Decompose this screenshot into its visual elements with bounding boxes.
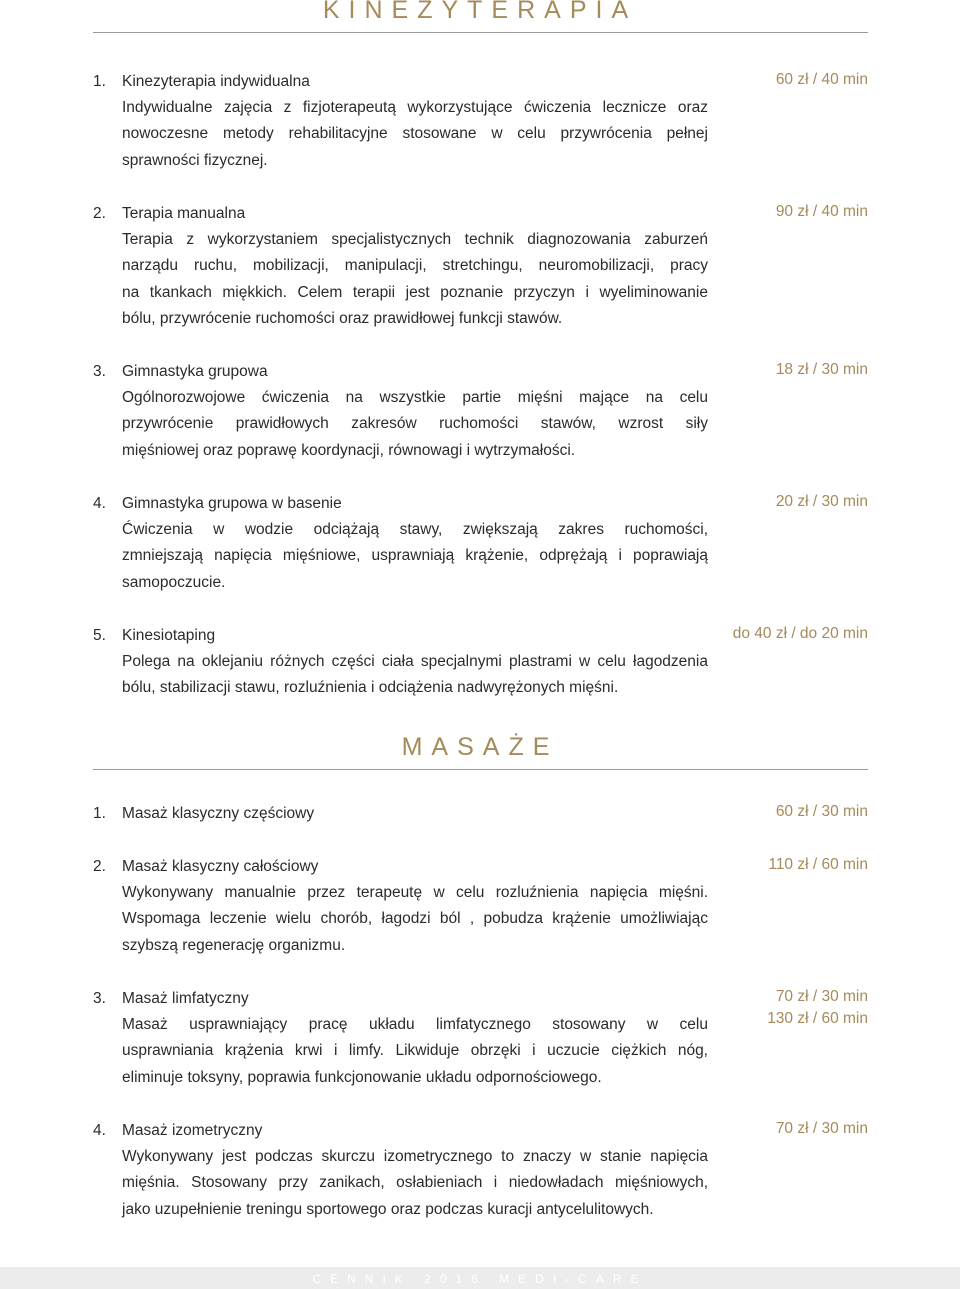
price-line: 90 zł / 40 min xyxy=(775,203,868,220)
description-line: szybszą regenerację organizmu. xyxy=(122,936,346,954)
section-title-masaze: MASAŻE xyxy=(401,733,559,761)
price-line: 70 zł / 30 min xyxy=(775,988,868,1005)
description-line: Wykonywany jest podczas skurczu izometrycznego to znaczy w stanie napięcia xyxy=(122,1148,708,1166)
description-line: zmniejszają napięcia mięśniowe, usprawniają krążenie, odprężają i poprawiają xyxy=(122,547,708,565)
description-line: Ogólnorozwojowe ćwiczenia na wszystkie partie mięśni mające na celu xyxy=(122,389,708,407)
item-title: Masaż izometryczny xyxy=(122,1122,263,1139)
description-line: Terapia z wykorzystaniem specjalistycznych technik diagnozowania zaburzeń xyxy=(122,231,708,249)
item-number: 3. xyxy=(93,990,106,1007)
description-line: Ćwiczenia w wodzie odciążają stawy, zwiększają zakres ruchomości, xyxy=(122,521,708,539)
item-body xyxy=(122,491,708,596)
description-line: Masaż usprawniający pracę układu limfatycznego stosowany w celu xyxy=(122,1016,708,1034)
item-price xyxy=(776,359,868,381)
item-description xyxy=(122,649,708,701)
description-line: Polega na oklejaniu różnych części ciała specjalnymi plastrami w celu łagodzenia xyxy=(122,653,708,671)
item-description xyxy=(122,227,708,332)
price-line: 20 zł / 30 min xyxy=(775,493,868,510)
price-line: 130 zł / 60 min xyxy=(767,1010,868,1027)
description-line: sprawności fizycznej. xyxy=(122,151,268,169)
item-number: 1. xyxy=(93,73,106,90)
description-line: przywrócenie prawidłowych zakresów ruchomości stawów, wzrost siły xyxy=(122,415,708,433)
item-description xyxy=(122,1012,708,1091)
item-price xyxy=(767,986,868,1030)
price-line: 70 zł / 30 min xyxy=(775,1120,868,1137)
item-price xyxy=(776,69,868,91)
item-number: 1. xyxy=(93,805,106,822)
item-body xyxy=(122,1118,708,1223)
description-line: Indywidualne zajęcia z fizjoterapeutą wykorzystujące ćwiczenia lecznicze oraz xyxy=(122,99,708,117)
description-line: bólu, przywrócenie ruchomości oraz prawidłowej funkcji stawów. xyxy=(122,309,563,327)
item-body xyxy=(122,623,708,702)
section-title-kinezyterapia: KINEZYTERAPIA xyxy=(322,0,638,24)
section-divider xyxy=(93,32,868,33)
description-line: mięśniowej oraz poprawę koordynacji, równowagi i wytrzymałości. xyxy=(122,441,576,459)
item-description xyxy=(122,1144,708,1223)
item-price xyxy=(776,201,868,223)
description-line: bólu, stabilizacji stawu, rozluźnienia i odciążenia nadwyrężonych mięśni. xyxy=(122,679,619,697)
price-line: 60 zł / 40 min xyxy=(775,71,868,88)
item-price xyxy=(776,1118,868,1140)
item-body xyxy=(122,986,708,1091)
description-line: Wspomaga leczenie wielu chorób, łagodzi ból , pobudza krążenie umożliwiając xyxy=(122,910,708,928)
item-number: 2. xyxy=(93,205,106,222)
item-description xyxy=(122,385,708,464)
description-line: narządu ruchu, mobilizacji, manipulacji, stretchingu, neuromobilizacji, pracy xyxy=(122,257,708,275)
item-title: Gimnastyka grupowa w basenie xyxy=(122,495,342,512)
item-number: 5. xyxy=(93,627,106,644)
item-title: Gimnastyka grupowa xyxy=(122,363,268,380)
price-line: 18 zł / 30 min xyxy=(775,361,868,378)
item-number: 2. xyxy=(93,858,106,875)
item-title: Terapia manualna xyxy=(122,205,246,222)
item-description xyxy=(122,95,708,174)
description-line: eliminuje toksyny, poprawia funkcjonowanie układu odpornościowego. xyxy=(122,1068,602,1086)
item-title: Kinezyterapia indywidualna xyxy=(122,73,310,90)
item-title: Masaż klasyczny całościowy xyxy=(122,858,319,875)
item-price xyxy=(776,801,868,823)
item-title: Kinesiotaping xyxy=(122,627,216,644)
item-title: Masaż klasyczny częściowy xyxy=(122,805,315,822)
item-price xyxy=(768,854,868,876)
section-divider xyxy=(93,769,868,770)
item-body xyxy=(122,801,708,827)
price-line: 60 zł / 30 min xyxy=(775,803,868,820)
description-line: jako uzupełnienie treningu sportowego oraz podczas kuracji antycelulitowych. xyxy=(122,1200,654,1218)
description-line: nowoczesne metody rehabilitacyjne stosowane w celu przywrócenia pełnej xyxy=(122,125,708,143)
item-title: Masaż limfatyczny xyxy=(122,990,249,1007)
item-body xyxy=(122,854,708,959)
item-number: 3. xyxy=(93,363,106,380)
item-description xyxy=(122,517,708,596)
description-line: usprawniania krążenia krwi i limfy. Likwiduje obrzęki i uczucie ciężkich nóg, xyxy=(122,1042,708,1060)
description-line: mięśnia. Stosowany przy zanikach, osłabieniach i niedowładach mięśniowych, xyxy=(122,1174,708,1192)
item-body xyxy=(122,201,708,332)
price-line: do 40 zł / do 20 min xyxy=(732,625,868,642)
footer-bar xyxy=(0,1267,960,1289)
item-number: 4. xyxy=(93,1122,106,1139)
footer-text: CENNIK 2016 MEDI-CARE xyxy=(312,1272,648,1286)
price-line: 110 zł / 60 min xyxy=(768,856,868,873)
item-price xyxy=(733,623,868,645)
item-description xyxy=(122,880,708,959)
description-line: Wykonywany manualnie przez terapeutę w celu rozluźnienia napięcia mięśni. xyxy=(122,884,708,902)
description-line: na tkankach miękkich. Celem terapii jest poznanie przyczyn i wyeliminowanie xyxy=(122,283,708,301)
item-price xyxy=(776,491,868,513)
item-body xyxy=(122,359,708,464)
item-body xyxy=(122,69,708,174)
description-line: samopoczucie. xyxy=(122,573,226,591)
item-number: 4. xyxy=(93,495,106,512)
